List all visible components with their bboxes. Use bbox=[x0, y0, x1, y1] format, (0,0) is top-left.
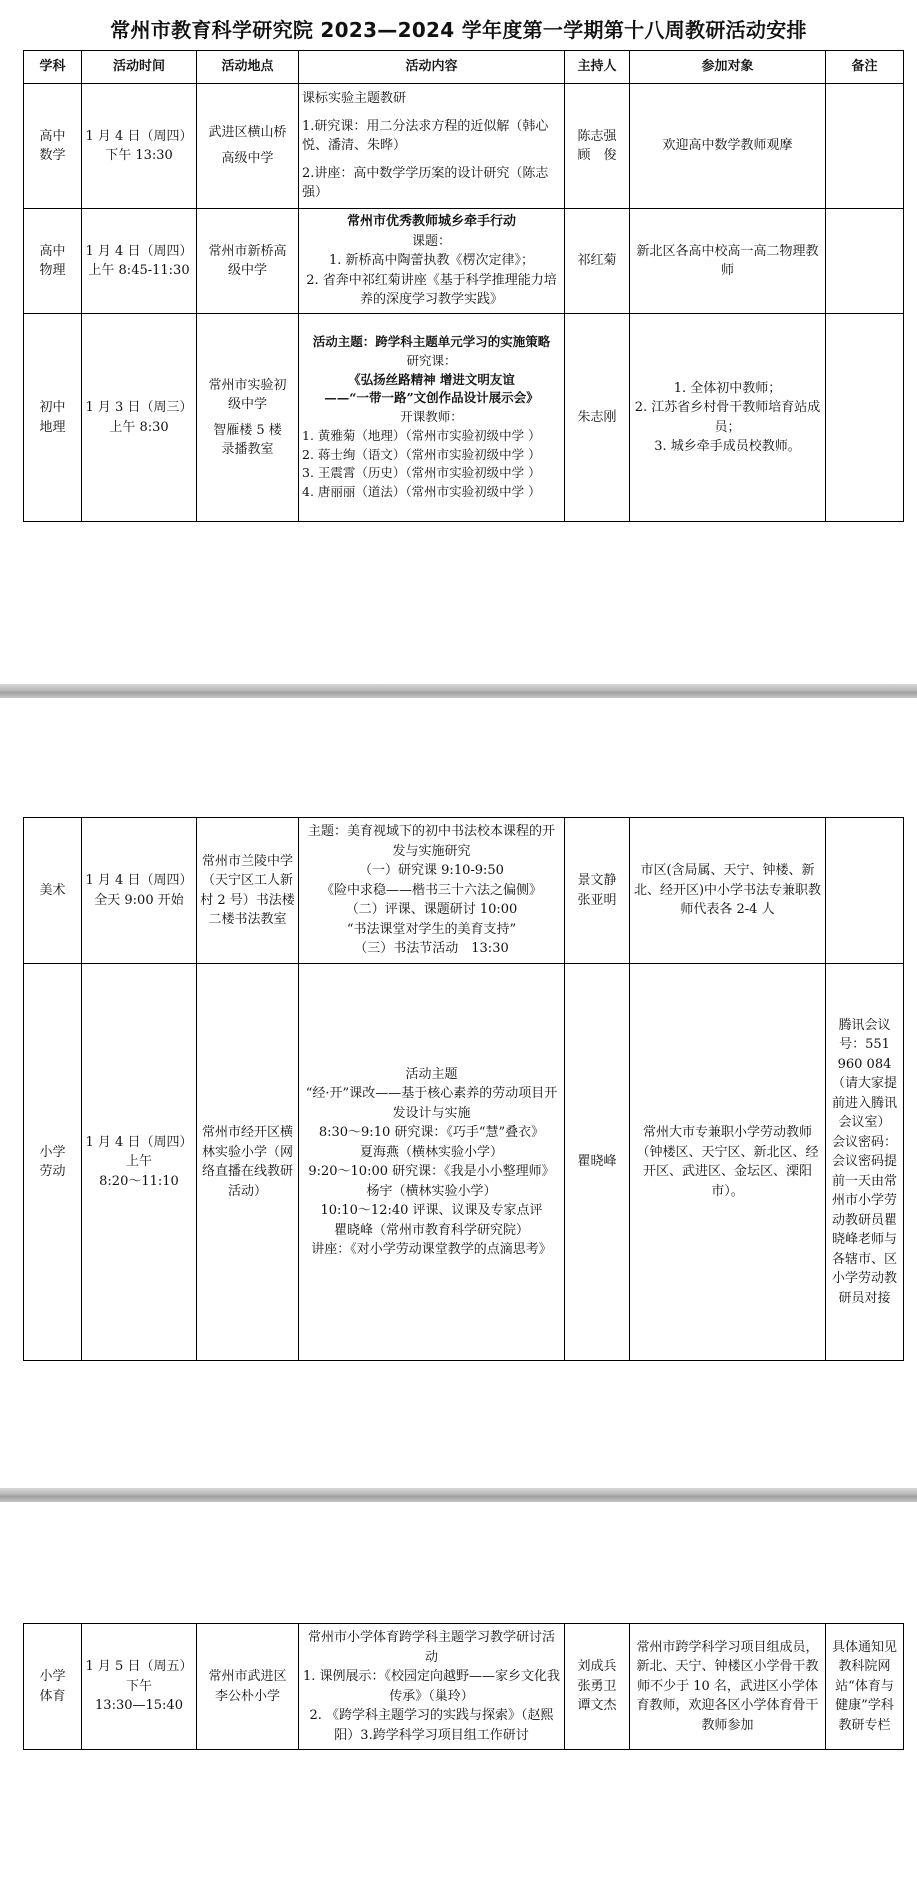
table-row bbox=[24, 1624, 904, 1750]
host-line: 顾 俊 bbox=[577, 148, 617, 163]
content-line: 2.讲座：高中数学学历案的设计研究（陈志强） bbox=[302, 165, 549, 201]
host-line: 谭文杰 bbox=[577, 1698, 617, 1714]
content-line: 课题： bbox=[411, 233, 451, 249]
participants-line: 1. 全体初中教师； bbox=[673, 380, 782, 396]
place-line: 李公朴小学 bbox=[214, 1688, 280, 1704]
time-line: 1 月 4 日（周四） bbox=[85, 243, 193, 259]
time-cell bbox=[82, 964, 197, 1361]
content-line: 1. 黄雅菊（地理）（常州市实验初级中学 ） bbox=[302, 427, 541, 443]
time-line: 上午 bbox=[125, 1154, 152, 1170]
time-line: 8:20～11:10 bbox=[99, 1173, 179, 1189]
place-line: 常州市新桥高 bbox=[208, 243, 287, 259]
content-line: （一）研究课 9:10-9:50 bbox=[359, 863, 504, 879]
remark-line: 会议密码：会议密码提前一天由常州市小学劳动教研员瞿晓峰老师与各辖市、区小学劳动教研员对接 bbox=[831, 1134, 897, 1306]
participants-line: 欢迎高中数学教师观摩 bbox=[662, 138, 793, 154]
time-line: 上午 8:45-11:30 bbox=[88, 263, 190, 278]
place-line: 录播教室 bbox=[221, 442, 274, 457]
subject-line: 体育 bbox=[39, 1688, 66, 1704]
subject-cell bbox=[24, 1624, 82, 1750]
content-line: 瞿晓峰（常州市教育科学研究院） bbox=[333, 1222, 529, 1238]
time-cell bbox=[82, 1624, 197, 1750]
content-line: 讲座：《对小学劳动课堂教学的点滴思考》 bbox=[311, 1242, 552, 1257]
place-line: 高级中学 bbox=[221, 151, 274, 166]
participants-line: 市区(含局属、天宁、钟楼、新北、经开区)中小学书法专兼职教师代表各 2-4 人 bbox=[633, 863, 822, 918]
place-line: 常州市实验初 bbox=[208, 377, 287, 393]
table-row bbox=[24, 818, 904, 964]
host-cell bbox=[565, 818, 630, 964]
participants-cell bbox=[630, 209, 826, 314]
participants-cell bbox=[630, 314, 826, 522]
time-cell bbox=[82, 818, 197, 964]
header-subject: 学科 bbox=[24, 51, 82, 84]
host-cell bbox=[565, 314, 630, 522]
subject-line: 初中 bbox=[39, 400, 66, 415]
remark-line: 具体通知见教科院网站“体育与健康”学科教研专栏 bbox=[831, 1639, 897, 1733]
header-remark: 备注 bbox=[826, 51, 904, 84]
content-line: 课标实验主题教研 bbox=[302, 91, 407, 107]
host-line: 刘成兵 bbox=[577, 1659, 617, 1675]
subject-line: 物理 bbox=[39, 263, 66, 278]
content-line: 活动主题：跨学科主题单元学习的实施策略 bbox=[312, 334, 551, 350]
content-cell bbox=[299, 84, 565, 209]
table-row bbox=[24, 314, 904, 522]
content-cell bbox=[299, 964, 565, 1361]
content-line: 2. 蒋士绚（语文）（常州市实验初级中学 ） bbox=[302, 446, 541, 462]
time-cell bbox=[82, 84, 197, 209]
subject-cell bbox=[24, 314, 82, 522]
participants-line: 新北区各高中校高一高二物理教师 bbox=[636, 243, 819, 278]
time-line: 下午 13:30 bbox=[105, 148, 173, 163]
participants-line: 常州市跨学科学习项目组成员，新北、天宁、钟楼区小学骨干教师不少于 10 名，武进区小学体育教师，欢迎各区小学体育骨干教师参加 bbox=[636, 1639, 819, 1733]
content-cell bbox=[299, 209, 565, 314]
place-cell bbox=[197, 314, 299, 522]
time-line: 1 月 3 日（周三） bbox=[85, 400, 193, 415]
content-cell bbox=[299, 314, 565, 522]
subject-line: 地理 bbox=[39, 419, 66, 435]
place-cell bbox=[197, 209, 299, 314]
participants-cell bbox=[630, 84, 826, 209]
host-cell bbox=[565, 84, 630, 209]
time-line: 13:30—15:40 bbox=[95, 1698, 183, 1714]
content-line: 1.研究课：用二分法求方程的近似解（韩心悦、潘清、朱晔） bbox=[302, 118, 549, 154]
place-cell bbox=[197, 964, 299, 1361]
table-row bbox=[24, 209, 904, 314]
content-line: 活动主题 bbox=[405, 1066, 458, 1082]
content-line: 《险中求稳——楷书三十六法之偏侧》 bbox=[320, 882, 542, 898]
schedule-table-page-2 bbox=[23, 817, 904, 1361]
remark-cell bbox=[826, 818, 904, 964]
place-cell bbox=[197, 1624, 299, 1750]
place-line: 级中学 bbox=[227, 397, 267, 412]
header-content: 活动内容 bbox=[299, 51, 565, 84]
content-line: 开课教师： bbox=[400, 409, 463, 425]
table-row bbox=[24, 84, 904, 209]
table-row bbox=[24, 964, 904, 1361]
time-line: 下午 bbox=[125, 1678, 152, 1694]
host-line: 瞿晓峰 bbox=[577, 1154, 617, 1170]
subject-cell bbox=[24, 964, 82, 1361]
subject-line: 高中 bbox=[39, 128, 66, 144]
content-line: 2. 《跨学科主题学习的实践与探索》（赵熙阳）3.跨学科学习项目组工作研讨 bbox=[309, 1708, 554, 1743]
place-line: 常州市武进区 bbox=[208, 1669, 287, 1684]
remark-cell bbox=[826, 964, 904, 1361]
subject-cell bbox=[24, 818, 82, 964]
content-line: 研究课： bbox=[406, 352, 457, 368]
content-line: 常州市小学体育跨学科主题学习教学研讨活动 bbox=[307, 1630, 555, 1665]
header-participants: 参加对象 bbox=[630, 51, 826, 84]
host-line: 张勇卫 bbox=[577, 1678, 617, 1694]
content-line: 3. 王震霄（历史）（常州市实验初级中学 ） bbox=[302, 465, 541, 481]
content-line: （二）评课、课题研讨 10:00 bbox=[345, 902, 518, 918]
schedule-table-page-3 bbox=[23, 1623, 904, 1750]
content-line: 《弘扬丝路精神 增进文明友谊 bbox=[348, 371, 515, 387]
remark-cell bbox=[826, 314, 904, 522]
time-line: 1 月 4 日（周四） bbox=[85, 128, 193, 144]
subject-cell bbox=[24, 209, 82, 314]
remark-cell bbox=[826, 84, 904, 209]
host-line: 张亚明 bbox=[577, 892, 617, 908]
host-cell bbox=[565, 1624, 630, 1750]
content-line: 1. 课例展示：《校园定向越野——家乡文化我传承》（巢玲） bbox=[302, 1669, 561, 1704]
subject-line: 小学 bbox=[39, 1144, 66, 1160]
subject-line: 美术 bbox=[39, 882, 66, 898]
content-line: ——“一带一路”文创作品设计展示会》 bbox=[324, 390, 539, 406]
place-line: 智雁楼 5 楼 bbox=[213, 422, 282, 438]
content-line: 常州市优秀教师城乡牵手行动 bbox=[346, 214, 516, 230]
place-line: 级中学 bbox=[227, 263, 267, 278]
participants-line: 3. 城乡牵手成员校教师。 bbox=[654, 439, 801, 454]
time-cell bbox=[82, 314, 197, 522]
time-line: 全天 9:00 开始 bbox=[94, 892, 184, 908]
content-line: 夏海燕（横林实验小学） bbox=[359, 1144, 503, 1160]
remark-cell bbox=[826, 1624, 904, 1750]
place-cell bbox=[197, 818, 299, 964]
page-divider bbox=[0, 1488, 917, 1502]
header-time: 活动时间 bbox=[82, 51, 197, 84]
host-line: 陈志强 bbox=[577, 128, 617, 144]
header-host: 主持人 bbox=[565, 51, 630, 84]
time-line: 1 月 5 日（周五） bbox=[85, 1659, 193, 1675]
participants-cell bbox=[630, 1624, 826, 1750]
content-line: 10:10～12:40 评课、议课及专家点评 bbox=[320, 1203, 543, 1218]
content-cell bbox=[299, 1624, 565, 1750]
host-line: 朱志刚 bbox=[577, 409, 617, 425]
subject-line: 小学 bbox=[39, 1669, 66, 1684]
content-line: 杨宇（横林实验小学） bbox=[366, 1183, 497, 1199]
header-row bbox=[24, 51, 904, 84]
content-cell bbox=[299, 818, 565, 964]
place-cell bbox=[197, 84, 299, 209]
content-line: 主题：美育视域下的初中书法校本课程的开发与实施研究 bbox=[307, 824, 555, 859]
page-title: 常州市教育科学研究院 2023—2024 学年度第一学期第十八周教研活动安排 bbox=[110, 18, 807, 42]
content-line: “经·开”课改——基于核心素养的劳动项目开发设计与实施 bbox=[305, 1086, 558, 1121]
content-line: 2. 省奔中祁红菊讲座《基于科学推理能力培养的深度学习教学实践》 bbox=[306, 272, 557, 308]
place-line: 常州市经开区横林实验小学（网络直播在线教研活动） bbox=[201, 1125, 293, 1199]
content-line: “书法课堂对学生的美育支持” bbox=[346, 921, 517, 937]
content-line: 8:30～9:10 研究课：《巧手“慧”叠衣》 bbox=[318, 1125, 545, 1140]
time-cell bbox=[82, 209, 197, 314]
place-line: 常州市兰陵中学（天宁区工人新村 2 号）书法楼二楼书法教室 bbox=[200, 853, 295, 927]
participants-line: 常州大市专兼职小学劳动教师（钟楼区、天宁区、新北区、经开区、武进区、金坛区、溧阳市）。 bbox=[636, 1125, 819, 1199]
subject-line: 数学 bbox=[39, 148, 66, 163]
subject-line: 高中 bbox=[39, 243, 66, 259]
time-line: 上午 8:30 bbox=[109, 419, 169, 435]
host-cell bbox=[565, 209, 630, 314]
content-line: 1. 新桥高中陶蕾执教《楞次定律》； bbox=[328, 253, 535, 269]
subject-line: 劳动 bbox=[39, 1164, 66, 1179]
remark-line: 腾讯会议号：551 960 084（请大家提前进入腾讯会议室） bbox=[831, 1017, 897, 1131]
place-line: 武进区横山桥 bbox=[208, 125, 287, 140]
participants-cell bbox=[630, 964, 826, 1361]
subject-cell bbox=[24, 84, 82, 209]
page-divider bbox=[0, 684, 917, 698]
time-line: 1 月 4 日（周四） bbox=[85, 1134, 193, 1150]
time-line: 1 月 4 日（周四） bbox=[85, 873, 193, 888]
host-cell bbox=[565, 964, 630, 1361]
host-line: 景文静 bbox=[577, 873, 617, 888]
host-line: 祁红菊 bbox=[577, 253, 617, 269]
content-line: 4. 唐丽丽（道法）（常州市实验初级中学 ） bbox=[302, 484, 541, 500]
content-line: （三）书法节活动 13:30 bbox=[354, 941, 509, 957]
participants-cell bbox=[630, 818, 826, 964]
content-line: 9:20～10:00 研究课：《我是小小整理师》 bbox=[308, 1164, 555, 1179]
remark-cell bbox=[826, 209, 904, 314]
schedule-table-page-1 bbox=[23, 50, 904, 522]
header-place: 活动地点 bbox=[197, 51, 299, 84]
participants-line: 2. 江苏省乡村骨干教师培育站成员； bbox=[634, 400, 821, 435]
